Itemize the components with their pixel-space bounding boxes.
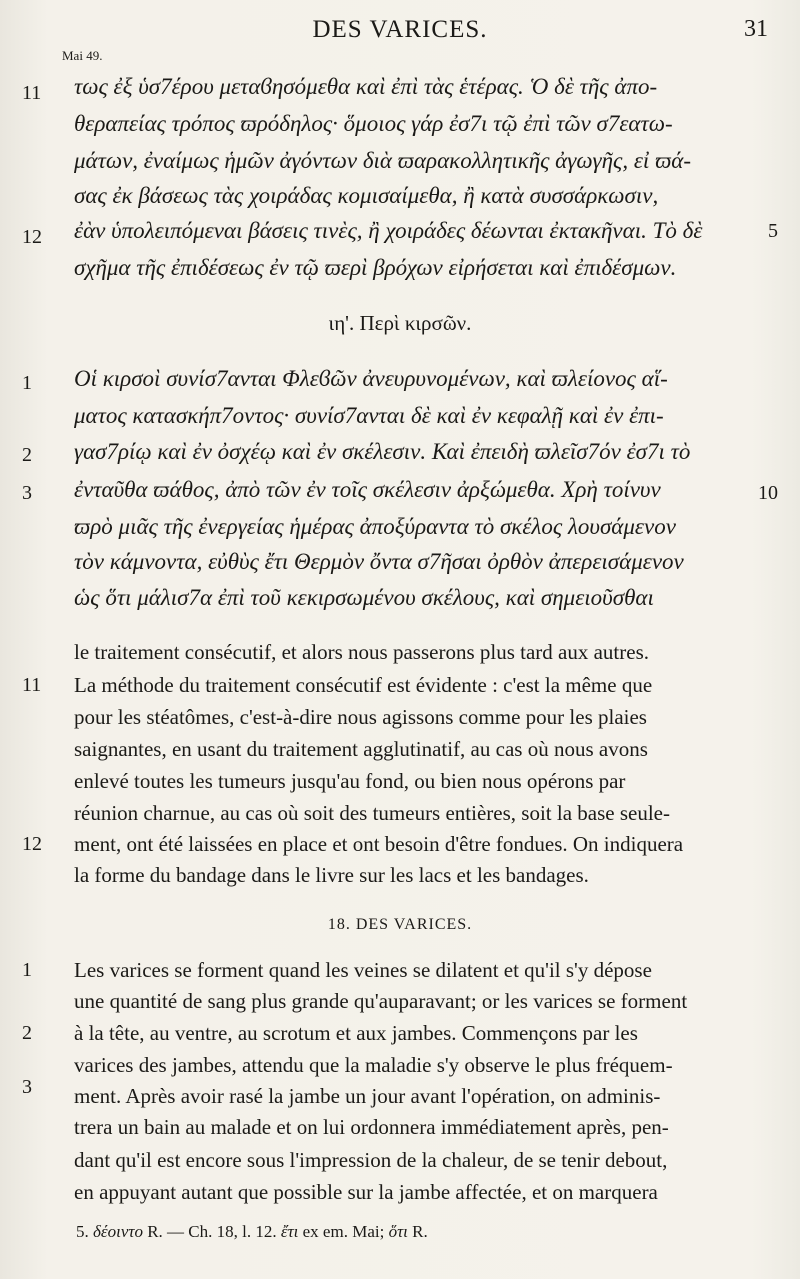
footnote-text: R. — Ch. 18, l. 12. <box>142 1222 281 1241</box>
greek-line: θεραπείας τρόπος ϖρόδηλος· ὅμοιος γάρ ἐσ7ι τῷ ἐπὶ τῶν σ7εατω- <box>74 111 673 136</box>
french-line: La méthode du traitement consécutif est évidente : c'est la même que <box>74 673 653 697</box>
line-marker: 12 <box>22 833 42 855</box>
greek-line: σας ἐκ βάσεως τὰς χοιράδας κομισαίμεθα, ἢ κατὰ συσσάρκωσιν, <box>74 183 659 208</box>
mai-reference-note: Mai 49. <box>62 48 103 63</box>
footnote-greek: ὅτι <box>388 1222 408 1241</box>
page-number: 31 <box>744 16 768 42</box>
greek-line: ϖρὸ μιᾶς τῆς ἐνεργείας ἡμέρας ἀποξύραντα τὸ σκέλος λουσάμενον <box>74 514 676 539</box>
french-line: réunion charnue, au cas où soit des tumeurs entières, soit la base seule- <box>74 801 670 825</box>
french-line: la forme du bandage dans le livre sur les lacs et les bandages. <box>74 863 589 887</box>
greek-line: ὡς ὅτι μάλισ7α ἐπὶ τοῦ κεκιρσωμένου σκέλους, καὶ σημειοῦσθαι <box>74 585 654 610</box>
greek-line: Οἱ κιρσοὶ συνίσ7ανται Φλεϐῶν ἀνευρυνομένων, καὶ ϖλείονος αἵ- <box>74 366 668 391</box>
greek-line: τως ἐξ ὑσ7έρου μεταϐησόμεθα καὶ ἐπὶ τὰς ἑτέρας. Ὁ δὲ τῆς ἀπο- <box>74 74 658 99</box>
footnote-number: 5. <box>76 1222 89 1241</box>
line-marker: 3 <box>22 482 32 504</box>
footnote-text: R. <box>407 1222 428 1241</box>
line-marker: 2 <box>22 444 32 466</box>
line-marker: 3 <box>22 1076 32 1098</box>
line-marker: 11 <box>22 82 42 104</box>
french-line: une quantité de sang plus grande qu'auparavant; or les varices se forment <box>74 989 688 1013</box>
french-section-heading: 18. DES VARICES. <box>327 916 473 933</box>
line-marker: 11 <box>22 674 42 696</box>
line-marker: 12 <box>22 226 42 248</box>
french-line: pour les stéatômes, c'est-à-dire nous agissons comme pour les plaies <box>74 705 647 729</box>
greek-line: ματος κατασκήπ7οντος· συνίσ7ανται δὲ καὶ ἐν κεφαλῇ καὶ ἐν ἐπι- <box>74 403 664 428</box>
footnote-greek: δέοιντο <box>93 1222 143 1241</box>
french-line: dant qu'il est encore sous l'impression de la chaleur, de se tenir debout, <box>74 1148 668 1172</box>
line-marker: 2 <box>22 1022 32 1044</box>
french-line: ment. Après avoir rasé la jambe un jour avant l'opération, on adminis- <box>74 1084 661 1108</box>
greek-line: ἐνταῦθα ϖάθος, ἀπὸ τῶν ἐν τοῖς σκέλεσιν ἀρξώμεθα. Χρὴ τοίνυν <box>74 477 661 502</box>
greek-line: γασ7ρίῳ καὶ ἐν ὀσχέῳ καὶ ἐν σκέλεσιν. Καὶ ἐπειδὴ ϖλεῖσ7όν ἐσ7ι τὸ <box>74 439 691 464</box>
french-line: en appuyant autant que possible sur la jambe affectée, et on marquera <box>74 1180 658 1204</box>
greek-line: μάτων, ἐναίμως ἡμῶν ἀγόντων διὰ ϖαρακολλητικῆς ἀγωγῆς, εἰ ϖά- <box>74 148 692 173</box>
french-line: enlevé toutes les tumeurs jusqu'au fond, ou bien nous opérons par <box>74 769 626 793</box>
french-line: trera un bain au malade et on lui ordonnera immédiatement après, pen- <box>74 1115 669 1139</box>
line-count-marker: 10 <box>758 482 778 504</box>
french-line: le traitement consécutif, et alors nous passerons plus tard aux autres. <box>74 640 649 664</box>
french-line: varices des jambes, attendu que la maladie s'y observe le plus fréquem- <box>74 1053 673 1077</box>
footnote <box>76 1222 428 1242</box>
page-header <box>0 16 800 56</box>
footnote-greek: ἔτι <box>280 1222 299 1241</box>
line-marker: 1 <box>22 959 32 981</box>
line-count-marker: 5 <box>768 220 778 242</box>
footnote-text: ex em. Mai; <box>298 1222 389 1241</box>
french-line: saignantes, en usant du traitement agglutinatif, au cas où nous avons <box>74 737 648 761</box>
french-line: à la tête, au ventre, au scrotum et aux jambes. Commençons par les <box>74 1021 638 1045</box>
greek-line: τὸν κάμνοντα, εὐθὺς ἔτι Θερμὸν ὄντα σ7ῆσαι ὀρθὸν ἀπερεισάμενον <box>74 549 684 574</box>
greek-line: ἐὰν ὑπολειπόμεναι βάσεις τινὲς, ἢ χοιράδες δέωνται ἐκτακῆναι. Τὸ δὲ <box>74 218 703 243</box>
line-marker: 1 <box>22 372 32 394</box>
greek-line: σχῆμα τῆς ἐπιδέσεως ἐν τῷ ϖερὶ βρόχων εἰρήσεται καὶ ἐπιδέσμων. <box>74 255 677 280</box>
running-title: DES VARICES. <box>312 16 488 43</box>
french-line: Les varices se forment quand les veines se dilatent et qu'il s'y dépose <box>74 958 652 982</box>
greek-section-heading: ιη'. Περὶ κιρσῶν. <box>328 311 472 335</box>
french-line: ment, ont été laissées en place et ont besoin d'être fondues. On indiquera <box>74 832 684 856</box>
